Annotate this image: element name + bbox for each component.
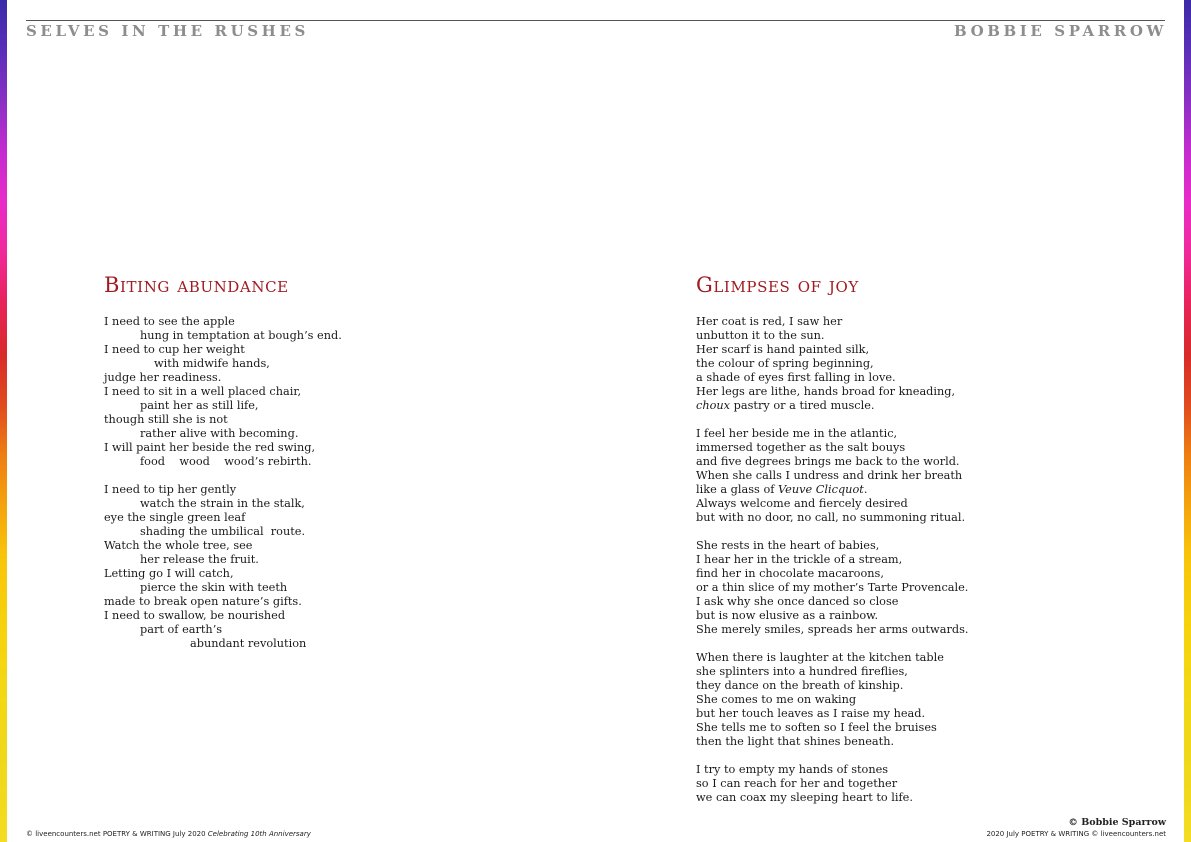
footer-left-text: © liveencounters.net POETRY & WRITING July 2020 xyxy=(26,830,208,838)
poem-line: pierce the skin with teeth xyxy=(140,581,288,594)
poem-line: I hear her in the trickle of a stream, xyxy=(696,553,903,566)
line-end: . xyxy=(863,483,868,496)
poem-title-biting-abundance: Biting abundance xyxy=(104,273,289,297)
footer-left-italic: Celebrating 10th Anniversary xyxy=(207,830,311,838)
stanza xyxy=(696,539,968,637)
stanza xyxy=(104,315,342,469)
poem-line: immersed together as the salt bouys xyxy=(696,441,906,454)
poem-line: When there is laughter at the kitchen table xyxy=(696,651,944,664)
poem-line: abundant revolution xyxy=(190,637,307,650)
poem-line: they dance on the breath of kinship. xyxy=(696,679,904,692)
poem-line: I need to see the apple xyxy=(104,315,235,328)
poem-line: but her touch leaves as I raise my head. xyxy=(696,707,926,720)
poem-line: hung in temptation at bough’s end. xyxy=(140,329,342,342)
poem-line: She merely smiles, spreads her arms outwards. xyxy=(696,623,969,636)
poem-line: though still she is not xyxy=(104,413,228,426)
poem-line: I ask why she once danced so close xyxy=(696,595,899,608)
poem-line: Always welcome and fiercely desired xyxy=(696,497,908,510)
poem-line: Her coat is red, I saw her xyxy=(696,315,843,328)
author-credit: © Bobbie Sparrow xyxy=(1068,817,1166,828)
poem-line: food wood wood’s rebirth. xyxy=(140,455,312,468)
running-head-left: SELVES IN THE RUSHES xyxy=(26,22,309,40)
stanza xyxy=(696,315,968,413)
poem-line: When she calls I undress and drink her breath xyxy=(696,469,963,482)
poem-line: She tells me to soften so I feel the bruises xyxy=(696,721,937,734)
poem-line: she splinters into a hundred fireflies, xyxy=(696,665,908,678)
poem-line: I need to sit in a well placed chair, xyxy=(104,385,302,398)
poem-line: rather alive with becoming. xyxy=(140,427,299,440)
poem-line: shading the umbilical route. xyxy=(140,525,306,538)
poem-line: so I can reach for her and together xyxy=(696,777,898,790)
italic-word: choux xyxy=(696,399,731,412)
poem-line: but with no door, no call, no summoning ritual. xyxy=(696,511,966,524)
poem-line: I need to cup her weight xyxy=(104,343,245,356)
poem-line: we can coax my sleeping heart to life. xyxy=(696,791,913,804)
poem-line: the colour of spring beginning, xyxy=(696,357,874,370)
poem-line: Her legs are lithe, hands broad for kneading, xyxy=(696,385,956,398)
italic-word: Veuve Clicquot xyxy=(778,483,864,496)
poem-line: I need to swallow, be nourished xyxy=(104,609,286,622)
poem-line: Her scarf is hand painted silk, xyxy=(696,343,870,356)
poem-title-glimpses-of-joy: Glimpses of joy xyxy=(696,273,859,297)
poem-line: but is now elusive as a rainbow. xyxy=(696,609,879,622)
poem-line: find her in chocolate macaroons, xyxy=(696,567,884,580)
line-rest: pastry or a tired muscle. xyxy=(730,399,875,412)
poem-line: eye the single green leaf xyxy=(104,511,246,524)
poem-line: made to break open nature’s gifts. xyxy=(104,595,302,608)
poem-line: or a thin slice of my mother’s Tarte Provencale. xyxy=(696,581,969,594)
poem-line xyxy=(696,483,968,497)
poem-line: I try to empty my hands of stones xyxy=(696,763,889,776)
poem-line: Letting go I will catch, xyxy=(104,567,234,580)
line-start: like a glass of xyxy=(696,483,779,496)
poem-line: with midwife hands, xyxy=(154,357,270,370)
poem-line: I need to tip her gently xyxy=(104,483,237,496)
poem-glimpses-of-joy xyxy=(696,315,968,819)
poem-line: part of earth’s xyxy=(140,623,223,636)
poem-line xyxy=(696,399,968,413)
poem-line: judge her readiness. xyxy=(104,371,222,384)
poem-line: I will paint her beside the red swing, xyxy=(104,441,316,454)
poem-biting-abundance xyxy=(104,315,342,665)
stanza xyxy=(104,483,342,651)
poem-line: her release the fruit. xyxy=(140,553,259,566)
footer-left xyxy=(26,830,311,838)
poem-line: She comes to me on waking xyxy=(696,693,857,706)
poem-line: then the light that shines beneath. xyxy=(696,735,895,748)
header-rule xyxy=(26,20,1165,21)
running-head-right: BOBBIE SPARROW xyxy=(954,22,1167,40)
stanza xyxy=(696,651,968,749)
poem-line: She rests in the heart of babies, xyxy=(696,539,880,552)
footer-right: 2020 July POETRY & WRITING © liveencounters.net xyxy=(986,830,1166,838)
poem-line: Watch the whole tree, see xyxy=(104,539,253,552)
poem-line: paint her as still life, xyxy=(140,399,259,412)
poem-line: a shade of eyes first falling in love. xyxy=(696,371,896,384)
right-rainbow-border xyxy=(1184,0,1191,842)
poem-line: unbutton it to the sun. xyxy=(696,329,825,342)
poem-line: I feel her beside me in the atlantic, xyxy=(696,427,898,440)
stanza xyxy=(696,763,968,805)
poem-line: and five degrees brings me back to the world. xyxy=(696,455,960,468)
poem-line: watch the strain in the stalk, xyxy=(140,497,305,510)
left-rainbow-border xyxy=(0,0,7,842)
stanza xyxy=(696,427,968,525)
